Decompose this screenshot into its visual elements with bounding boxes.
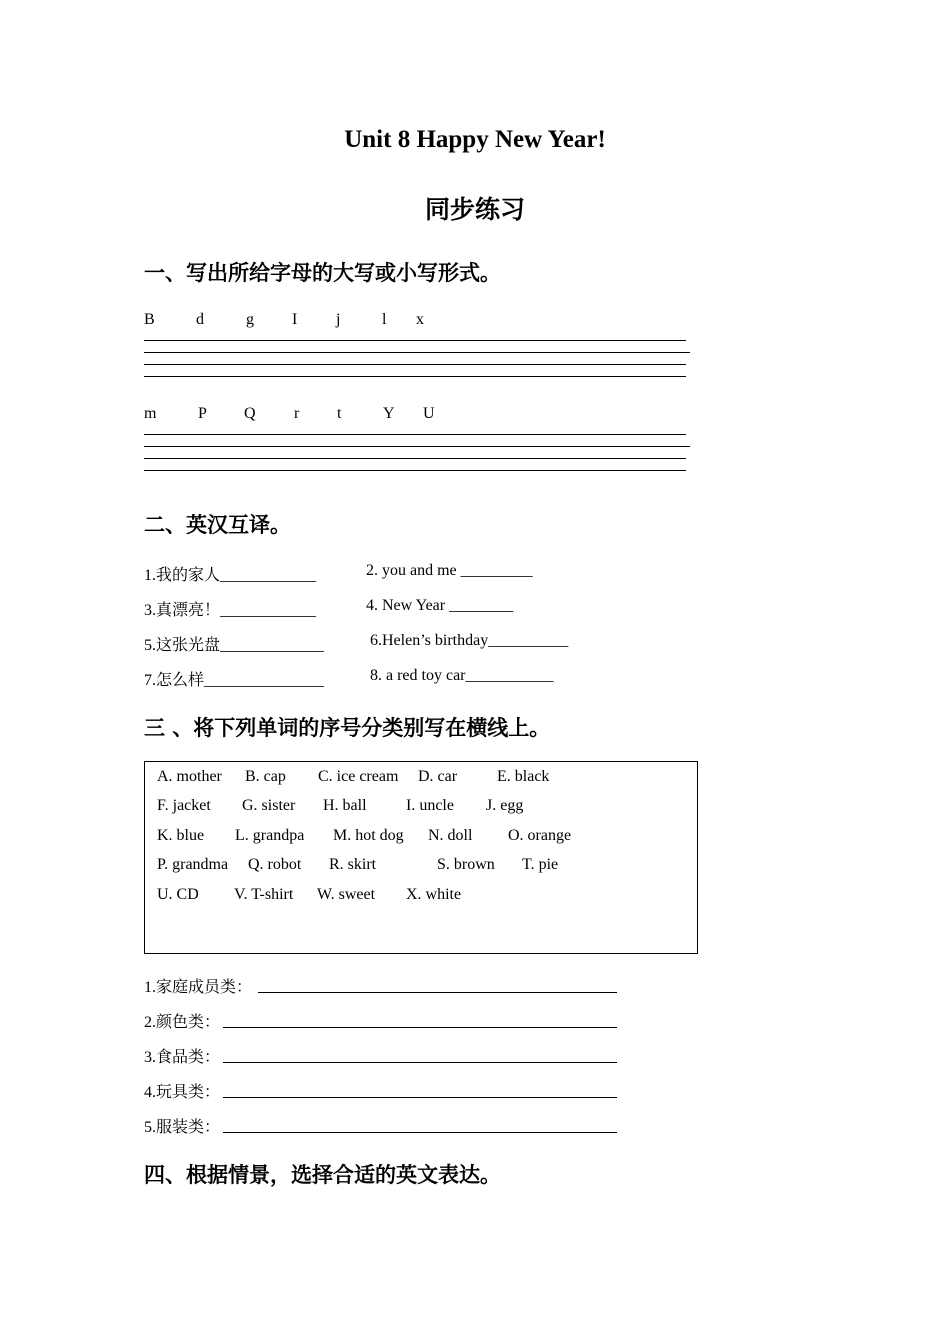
word-item: I. uncle (406, 797, 454, 814)
word-item: J. egg (486, 797, 524, 814)
translate-item: 7.怎么样_______________ (144, 672, 325, 689)
word-item: R. skirt (329, 856, 377, 873)
letter: B (144, 311, 155, 328)
word-item: O. orange (508, 827, 572, 844)
word-item: E. black (497, 768, 550, 785)
word-item: K. blue (157, 827, 205, 844)
word-item: T. pie (522, 856, 559, 873)
letter: g (246, 311, 254, 328)
answer-line[interactable] (258, 992, 617, 993)
word-item: S. brown (437, 856, 495, 873)
word-item: F. jacket (157, 797, 211, 814)
translate-item: 2. you and me _________ (366, 562, 533, 579)
answer-line[interactable] (223, 1097, 617, 1098)
letter: d (196, 311, 204, 328)
translate-item: 3.真漂亮！____________ (144, 602, 317, 619)
word-item: B. cap (245, 768, 286, 785)
translate-item: 4. New Year ________ (366, 597, 514, 614)
word-item: W. sweet (317, 886, 376, 903)
word-item: L. grandpa (235, 827, 305, 844)
writing-line[interactable] (144, 446, 690, 447)
category-label: 4.玩具类： (144, 1084, 221, 1101)
answer-line[interactable] (223, 1062, 617, 1063)
page-title: Unit 8 Happy New Year! (344, 126, 606, 153)
writing-line[interactable] (144, 352, 690, 353)
letter: U (423, 405, 435, 422)
category-label: 5.服装类： (144, 1119, 221, 1136)
word-item: X. white (406, 886, 462, 903)
letter: m (144, 405, 157, 422)
section2-heading: 二、英汉互译。 (144, 513, 291, 537)
letter: j (336, 311, 341, 328)
letter: P (198, 405, 207, 422)
word-item: C. ice cream (318, 768, 399, 785)
word-item: D. car (418, 768, 458, 785)
category-label: 3.食品类： (144, 1049, 221, 1066)
letter: I (292, 311, 298, 328)
writing-line[interactable] (144, 470, 686, 471)
letter: Q (244, 405, 256, 422)
word-item: H. ball (323, 797, 367, 814)
writing-line[interactable] (144, 376, 686, 377)
page-subtitle: 同步练习 (424, 195, 525, 224)
translate-item: 8. a red toy car___________ (370, 667, 554, 684)
word-item: Q. robot (248, 856, 302, 873)
writing-line[interactable] (144, 364, 686, 365)
word-item: V. T-shirt (234, 886, 294, 903)
letter: Y (383, 405, 395, 422)
letter: t (337, 405, 342, 422)
answer-line[interactable] (223, 1132, 617, 1133)
answer-line[interactable] (223, 1027, 617, 1028)
letter: r (294, 405, 300, 422)
letter: l (382, 311, 387, 328)
category-label: 2.颜色类： (144, 1014, 221, 1031)
translate-item: 5.这张光盘_____________ (144, 637, 325, 654)
word-item: G. sister (242, 797, 296, 814)
letter: x (416, 311, 424, 328)
translate-item: 1.我的家人____________ (144, 567, 317, 584)
writing-line[interactable] (144, 340, 686, 341)
translate-item: 6.Helen’s birthday__________ (370, 632, 569, 649)
word-item: P. grandma (157, 856, 229, 873)
word-item: N. doll (428, 827, 473, 844)
word-item: M. hot dog (333, 827, 404, 844)
category-label: 1.家庭成员类： (144, 979, 253, 996)
section1-heading: 一、写出所给字母的大写或小写形式。 (144, 261, 501, 285)
section4-heading: 四、根据情景，选择合适的英文表达。 (144, 1163, 501, 1187)
word-item: A. mother (157, 768, 222, 785)
section3-heading: 三 、将下列单词的序号分类别写在横线上。 (144, 716, 551, 740)
writing-line[interactable] (144, 458, 686, 459)
writing-line[interactable] (144, 434, 686, 435)
word-item: U. CD (157, 886, 199, 903)
